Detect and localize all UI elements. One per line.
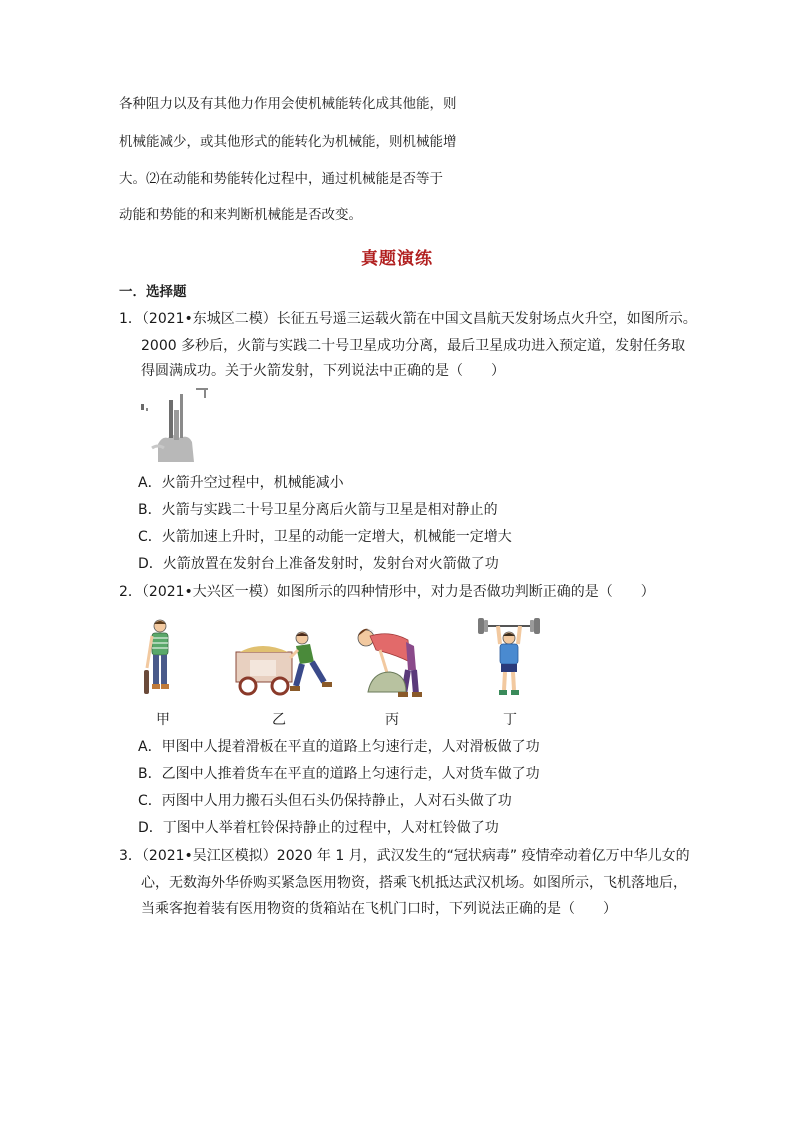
- figure-label-ding: 丁: [503, 712, 517, 728]
- q3-line-1: 3．（2021•吴江区模拟）2020 年 1 月，武汉发生的“冠状病毒” 疫情牵动着亿万中华儿女的: [119, 848, 690, 864]
- q2-line-1: 2．（2021•大兴区一模）如图所示的四种情形中，对力是否做功判断正确的是（ ）: [119, 584, 655, 600]
- section-title: 真题演练: [361, 249, 433, 269]
- figure-label-bing: 丙: [385, 712, 399, 728]
- figure-yi-man-pushing-cart: [232, 628, 340, 696]
- intro-line-4: 动能和势能的和来判断机械能是否改变。: [119, 207, 362, 223]
- q3-line-2: 心，无数海外华侨购买紧急医用物资，搭乘飞机抵达武汉机场。如图所示，飞机落地后，: [141, 875, 687, 891]
- intro-line-2: 机械能减少，或其他形式的能转化为机械能，则机械能增: [119, 134, 457, 150]
- q1-line-3: 得圆满成功。关于火箭发射，下列说法中正确的是（ ）: [141, 363, 505, 379]
- q1-line-2: 2000 多秒后，火箭与实践二十号卫星成功分离，最后卫星成功进入预定道，发射任务取: [141, 338, 686, 354]
- figure-label-yi: 乙: [272, 712, 286, 728]
- q1-option-c: C．火箭加速上升时，卫星的动能一定增大，机械能一定增大: [138, 529, 512, 545]
- intro-line-1: 各种阻力以及有其他力作用会使机械能转化成其他能，则: [119, 96, 457, 112]
- rocket-launch-figure: [138, 388, 210, 462]
- figure-jia-man-with-skateboard: [140, 618, 182, 702]
- q1-option-d: D．火箭放置在发射台上准备发射时，发射台对火箭做了功: [138, 556, 499, 572]
- intro-line-3: 大。⑵在动能和势能转化过程中，通过机械能是否等于: [119, 171, 443, 187]
- q2-option-c: C．丙图中人用力搬石头但石头仍保持静止，人对石头做了功: [138, 793, 512, 809]
- figure-label-jia: 甲: [156, 712, 170, 728]
- part-heading: 一．选择题: [119, 284, 187, 300]
- q1-option-a: A．火箭升空过程中，机械能减小: [138, 475, 344, 491]
- q1-line-1: 1．（2021•东城区二模）长征五号遥三运载火箭在中国文昌航天发射场点火升空，如图所示。: [119, 311, 697, 327]
- figure-bing-woman-lifting-stone: [350, 622, 428, 700]
- q2-option-a: A．甲图中人提着滑板在平直的道路上匀速行走，人对滑板做了功: [138, 739, 540, 755]
- q2-option-d: D．丁图中人举着杠铃保持静止的过程中，人对杠铃做了功: [138, 820, 499, 836]
- figure-ding-man-holding-barbell: [476, 614, 542, 700]
- q2-option-b: B．乙图中人推着货车在平直的道路上匀速行走，人对货车做了功: [138, 766, 540, 782]
- q1-option-b: B．火箭与实践二十号卫星分离后火箭与卫星是相对静止的: [138, 502, 498, 518]
- q3-line-3: 当乘客抱着装有医用物资的货箱站在飞机门口时，下列说法正确的是（ ）: [141, 901, 617, 917]
